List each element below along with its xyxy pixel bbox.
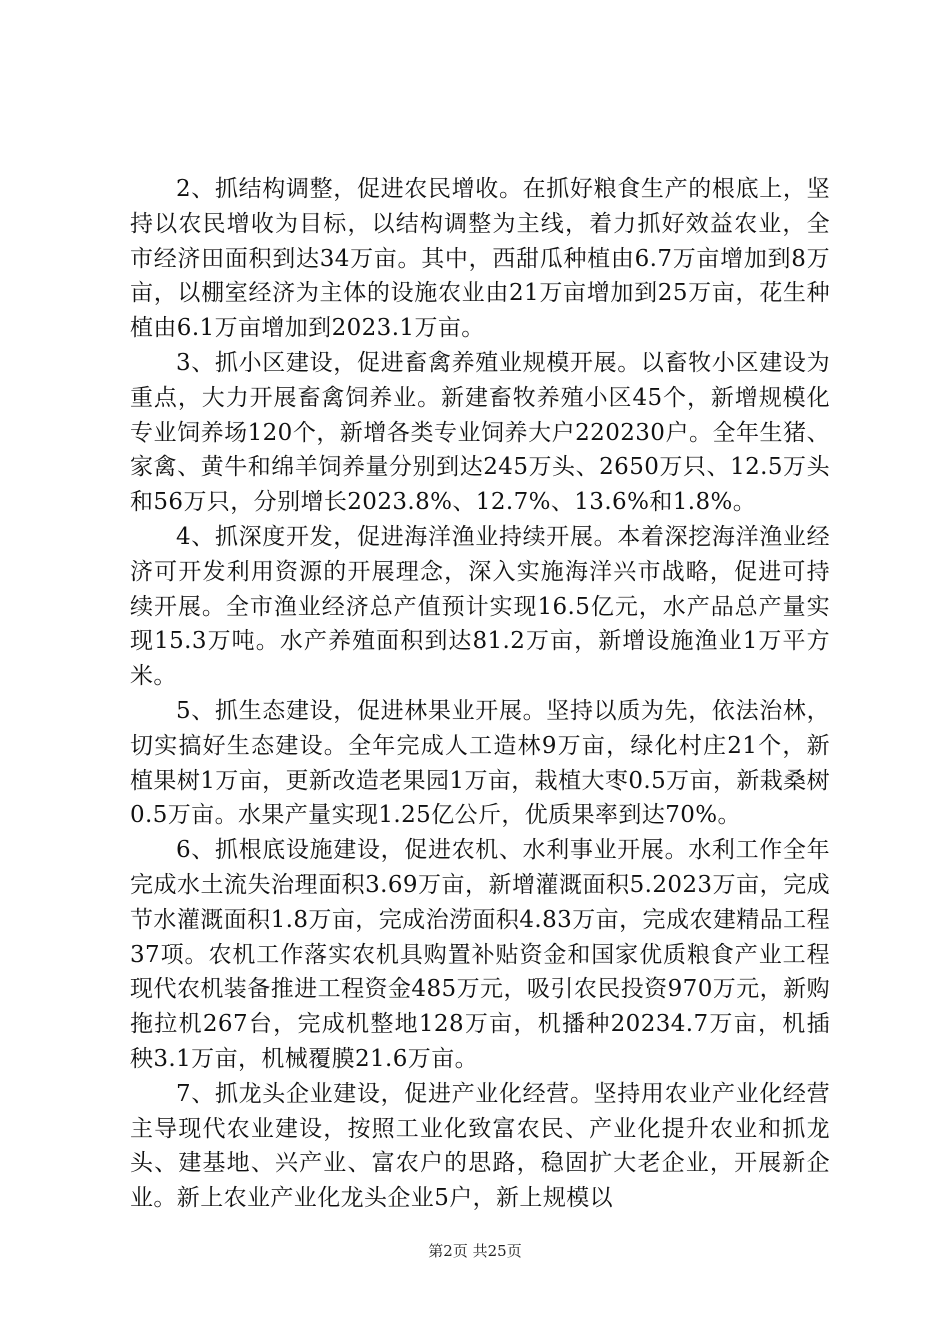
paragraph-leading-enterprises: 7、抓龙头企业建设，促进产业化经营。坚持用农业产业化经营主导现代农业建设，按照工业化致富农民、产业化提升农业和抓龙头、建基地、兴产业、富农户的思路，稳固扩大老企业，开展新企业。新上农业产业化龙头企业5户，新上规模以 [130, 1080, 830, 1212]
paragraph-livestock-zones: 3、抓小区建设，促进畜禽养殖业规模开展。以畜牧小区建设为重点，大力开展畜禽饲养业。新建畜牧养殖小区45个，新增规模化专业饲养场120个，新增各类专业饲养大户220230户。全年生猪、家禽、黄牛和绵羊饲养量分别到达245万头、2650万只、12.5万头和56万只，分别增长2023.8%、12.7%、13.6%和1.8%。 [130, 349, 830, 516]
paragraph-marine-fishery: 4、抓深度开发，促进海洋渔业持续开展。本着深挖海洋渔业经济可开发利用资源的开展理念，深入实施海洋兴市战略，促进可持续开展。全市渔业经济总产值预计实现16.5亿元，水产品总产量实现15.3万吨。水产养殖面积到达81.2万亩，新增设施渔业1万平方米。 [130, 523, 830, 690]
paragraph-structure-adjustment: 2、抓结构调整，促进农民增收。在抓好粮食生产的根底上，坚持以农民增收为目标，以结构调整为主线，着力抓好效益农业，全市经济田面积到达34万亩。其中，西甜瓜种植由6.7万亩增加到8万亩，以棚室经济为主体的设施农业由21万亩增加到25万亩，花生种植由6.1万亩增加到2023.1万亩。 [130, 176, 830, 342]
page-number-footer: 第2页 共25页 [428, 1242, 522, 1260]
document-body [130, 172, 830, 1216]
paragraph-infrastructure: 6、抓根底设施建设，促进农机、水利事业开展。水利工作全年完成水土流失治理面积3.69万亩，新增灌溉面积5.2023万亩，完成节水灌溉面积1.8万亩，完成治涝面积4.83万亩，完成农建精品工程37项。农机工作落实农机具购置补贴资金和国家优质粮食产业工程现代农机装备推进工程资金485万元，吸引农民投资970万元，新购拖拉机267台，完成机整地128万亩，机播种20234.7万亩，机插秧3.1万亩，机械覆膜21.6万亩。 [130, 837, 830, 1072]
paragraph-forestry-fruit: 5、抓生态建设，促进林果业开展。坚持以质为先，依法治林，切实搞好生态建设。全年完成人工造林9万亩，绿化村庄21个，新植果树1万亩，更新改造老果园1万亩，栽植大枣0.5万亩，新栽桑树0.5万亩。水果产量实现1.25亿公斤，优质果率到达70%。 [130, 697, 830, 829]
